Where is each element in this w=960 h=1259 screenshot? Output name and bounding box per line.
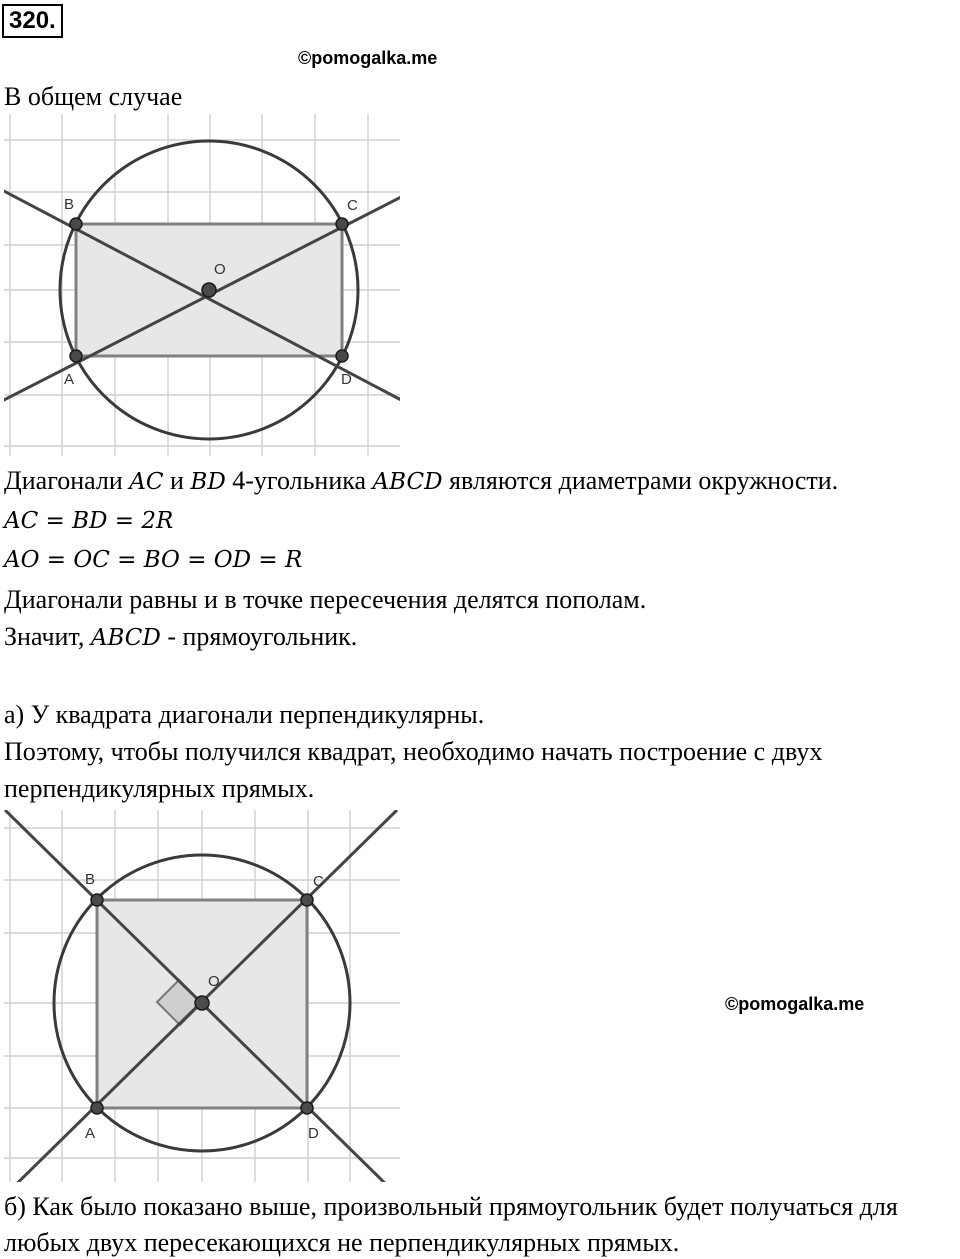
label-b: B [64, 196, 75, 213]
point-d [301, 1102, 313, 1114]
text: - прямоугольник. [160, 622, 358, 651]
label-o: O [208, 973, 220, 990]
part-a-line-3: перпендикулярных прямых. [4, 774, 315, 803]
label-a: A [64, 371, 75, 388]
text: Диагонали [4, 466, 130, 495]
figure-rectangle-in-circle [0, 110, 405, 460]
label-b: B [85, 871, 96, 888]
watermark-top: ©pomogalka.me [298, 48, 438, 68]
math-abcd: ABCD [372, 469, 443, 495]
point-c [336, 218, 348, 230]
label-o: O [214, 261, 226, 278]
math-ac: AC [129, 469, 164, 495]
problem-number: 320. [2, 4, 63, 38]
paragraph-conclusion [4, 622, 357, 653]
paragraph-diagonals-equal: Диагонали равны и в точке пересечения делятся пополам. [4, 585, 647, 614]
equation-diagonals: AC = BD = 2R [4, 508, 174, 534]
point-b [70, 218, 82, 230]
math-abcd: ABCD [90, 625, 161, 651]
watermark-middle: ©pomogalka.me [725, 994, 865, 1014]
text: и [163, 466, 191, 495]
label-c: C [313, 873, 324, 890]
equation-halves: AO = OC = BO = OD = R [4, 547, 303, 573]
label-d: D [308, 1125, 319, 1142]
intro-text: В общем случае [4, 82, 183, 111]
part-a-line-2: Поэтому, чтобы получился квадрат, необходимо начать построение с двух [4, 737, 823, 766]
point-o [195, 996, 209, 1010]
point-c [301, 894, 313, 906]
text: Значит, [4, 622, 91, 651]
point-b [91, 894, 103, 906]
part-b-line-2: любых двух пересекающихся не перпендикулярных прямых. [4, 1228, 680, 1257]
label-d: D [341, 371, 352, 388]
part-a-line-1: а) У квадрата диагонали перпендикулярны. [4, 700, 485, 729]
label-a: A [85, 1125, 96, 1142]
part-b-line-1: б) Как было показано выше, произвольный прямоугольник будет получаться для [4, 1192, 898, 1221]
point-a [70, 350, 82, 362]
text: являются диаметрами окружности. [442, 466, 839, 495]
figure-square-in-circle [0, 808, 405, 1188]
text: 4-угольника [225, 466, 373, 495]
math-bd: BD [190, 469, 226, 495]
paragraph-diagonals-diameters [4, 466, 838, 497]
point-d [336, 350, 348, 362]
point-a [91, 1102, 103, 1114]
label-c: C [347, 197, 358, 214]
point-o [202, 283, 216, 297]
